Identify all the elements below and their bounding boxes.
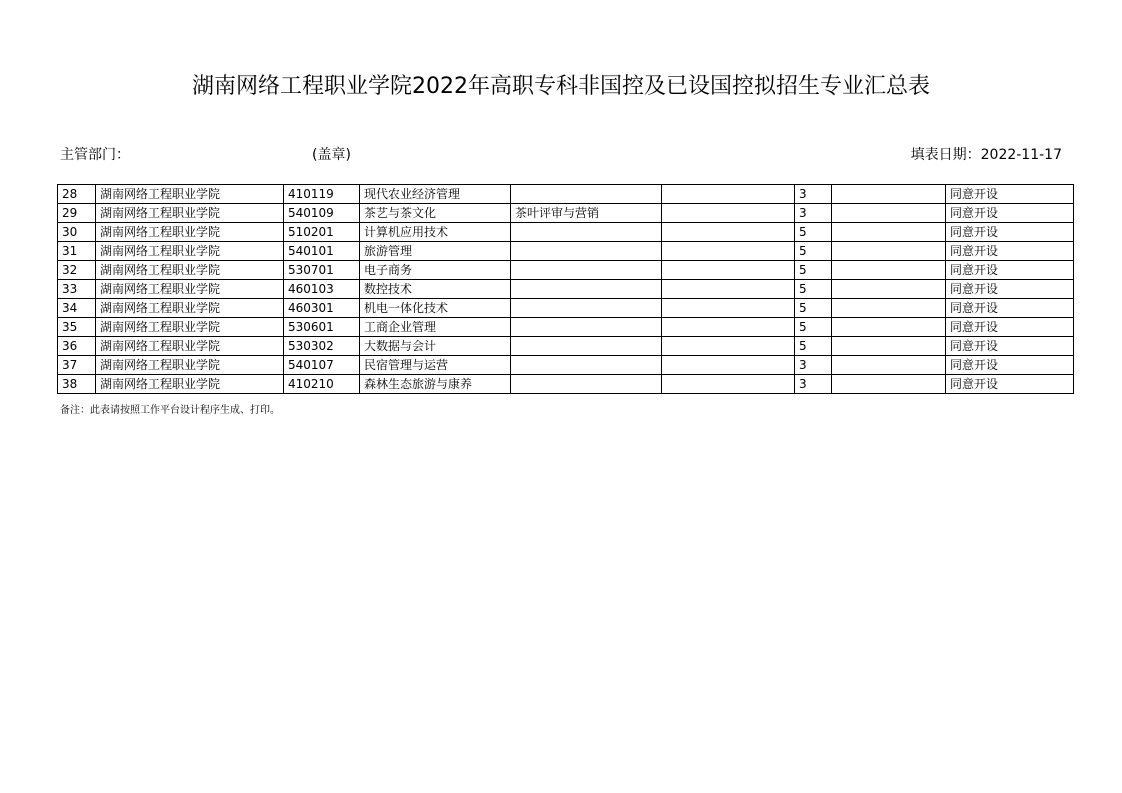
major-name-cell: 数控技术 <box>360 280 511 299</box>
blank-cell <box>832 318 946 337</box>
major-name-cell: 大数据与会计 <box>360 337 511 356</box>
duration-cell: 5 <box>795 242 832 261</box>
blank-cell <box>662 204 795 223</box>
approval-cell: 同意开设 <box>946 261 1074 280</box>
blank-cell <box>832 204 946 223</box>
blank-cell <box>832 242 946 261</box>
major-direction-cell <box>511 356 662 375</box>
school-name-cell: 湖南网络工程职业学院 <box>96 299 284 318</box>
row-number-cell: 34 <box>58 299 96 318</box>
duration-cell: 3 <box>795 375 832 394</box>
table-row <box>58 242 1074 261</box>
school-name-cell: 湖南网络工程职业学院 <box>96 242 284 261</box>
approval-cell: 同意开设 <box>946 375 1074 394</box>
row-number-cell: 28 <box>58 185 96 204</box>
row-number-cell: 38 <box>58 375 96 394</box>
blank-cell <box>662 299 795 318</box>
school-name-cell: 湖南网络工程职业学院 <box>96 261 284 280</box>
approval-cell: 同意开设 <box>946 299 1074 318</box>
table-row <box>58 204 1074 223</box>
duration-cell: 5 <box>795 261 832 280</box>
major-direction-cell <box>511 242 662 261</box>
major-name-cell: 旅游管理 <box>360 242 511 261</box>
row-number-cell: 29 <box>58 204 96 223</box>
department-label: 主管部门： <box>60 147 130 163</box>
school-name-cell: 湖南网络工程职业学院 <box>96 375 284 394</box>
duration-cell: 3 <box>795 204 832 223</box>
duration-cell: 5 <box>795 299 832 318</box>
blank-cell <box>662 280 795 299</box>
approval-cell: 同意开设 <box>946 318 1074 337</box>
blank-cell <box>662 356 795 375</box>
approval-cell: 同意开设 <box>946 280 1074 299</box>
school-name-cell: 湖南网络工程职业学院 <box>96 318 284 337</box>
school-name-cell: 湖南网络工程职业学院 <box>96 223 284 242</box>
major-code-cell: 460103 <box>284 280 360 299</box>
major-name-cell: 民宿管理与运营 <box>360 356 511 375</box>
major-code-cell: 410210 <box>284 375 360 394</box>
major-code-cell: 540107 <box>284 356 360 375</box>
major-name-cell: 机电一体化技术 <box>360 299 511 318</box>
school-name-cell: 湖南网络工程职业学院 <box>96 356 284 375</box>
major-direction-cell <box>511 318 662 337</box>
major-name-cell: 计算机应用技术 <box>360 223 511 242</box>
table-row <box>58 299 1074 318</box>
major-code-cell: 510201 <box>284 223 360 242</box>
approval-cell: 同意开设 <box>946 356 1074 375</box>
major-code-cell: 530601 <box>284 318 360 337</box>
table-row <box>58 223 1074 242</box>
row-number-cell: 33 <box>58 280 96 299</box>
duration-cell: 5 <box>795 318 832 337</box>
blank-cell <box>662 375 795 394</box>
seal-label: (盖章) <box>312 147 351 163</box>
major-name-cell: 电子商务 <box>360 261 511 280</box>
major-code-cell: 460301 <box>284 299 360 318</box>
school-name-cell: 湖南网络工程职业学院 <box>96 204 284 223</box>
table-row <box>58 261 1074 280</box>
fill-date-label: 填表日期：2022-11-17 <box>910 147 1062 163</box>
row-number-cell: 30 <box>58 223 96 242</box>
major-direction-cell <box>511 185 662 204</box>
blank-cell <box>832 185 946 204</box>
approval-cell: 同意开设 <box>946 337 1074 356</box>
major-name-cell: 森林生态旅游与康养 <box>360 375 511 394</box>
major-code-cell: 530302 <box>284 337 360 356</box>
major-direction-cell <box>511 223 662 242</box>
blank-cell <box>662 185 795 204</box>
major-direction-cell <box>511 299 662 318</box>
duration-cell: 5 <box>795 223 832 242</box>
table-row <box>58 375 1074 394</box>
major-code-cell: 540101 <box>284 242 360 261</box>
blank-cell <box>832 223 946 242</box>
blank-cell <box>832 299 946 318</box>
duration-cell: 3 <box>795 356 832 375</box>
major-code-cell: 540109 <box>284 204 360 223</box>
school-name-cell: 湖南网络工程职业学院 <box>96 185 284 204</box>
approval-cell: 同意开设 <box>946 242 1074 261</box>
approval-cell: 同意开设 <box>946 185 1074 204</box>
majors-table <box>57 184 1074 394</box>
row-number-cell: 36 <box>58 337 96 356</box>
table-row <box>58 318 1074 337</box>
blank-cell <box>832 356 946 375</box>
approval-cell: 同意开设 <box>946 204 1074 223</box>
major-name-cell: 茶艺与茶文化 <box>360 204 511 223</box>
table-row <box>58 280 1074 299</box>
footnote: 备注：此表请按照工作平台设计程序生成、打印。 <box>60 405 280 416</box>
table-row <box>58 337 1074 356</box>
school-name-cell: 湖南网络工程职业学院 <box>96 280 284 299</box>
major-code-cell: 530701 <box>284 261 360 280</box>
row-number-cell: 31 <box>58 242 96 261</box>
duration-cell: 5 <box>795 337 832 356</box>
blank-cell <box>832 261 946 280</box>
row-number-cell: 37 <box>58 356 96 375</box>
approval-cell: 同意开设 <box>946 223 1074 242</box>
blank-cell <box>832 280 946 299</box>
blank-cell <box>662 261 795 280</box>
blank-cell <box>662 242 795 261</box>
table-body <box>58 185 1074 394</box>
blank-cell <box>662 318 795 337</box>
duration-cell: 5 <box>795 280 832 299</box>
major-direction-cell <box>511 280 662 299</box>
school-name-cell: 湖南网络工程职业学院 <box>96 337 284 356</box>
blank-cell <box>832 337 946 356</box>
major-direction-cell <box>511 375 662 394</box>
major-name-cell: 工商企业管理 <box>360 318 511 337</box>
table-row <box>58 356 1074 375</box>
blank-cell <box>662 223 795 242</box>
blank-cell <box>662 337 795 356</box>
page-title: 湖南网络工程职业学院2022年高职专科非国控及已设国控拟招生专业汇总表 <box>192 74 930 99</box>
row-number-cell: 35 <box>58 318 96 337</box>
duration-cell: 3 <box>795 185 832 204</box>
major-code-cell: 410119 <box>284 185 360 204</box>
table-row <box>58 185 1074 204</box>
major-direction-cell <box>511 261 662 280</box>
blank-cell <box>832 375 946 394</box>
row-number-cell: 32 <box>58 261 96 280</box>
major-direction-cell <box>511 337 662 356</box>
major-name-cell: 现代农业经济管理 <box>360 185 511 204</box>
major-direction-cell: 茶叶评审与营销 <box>511 204 662 223</box>
